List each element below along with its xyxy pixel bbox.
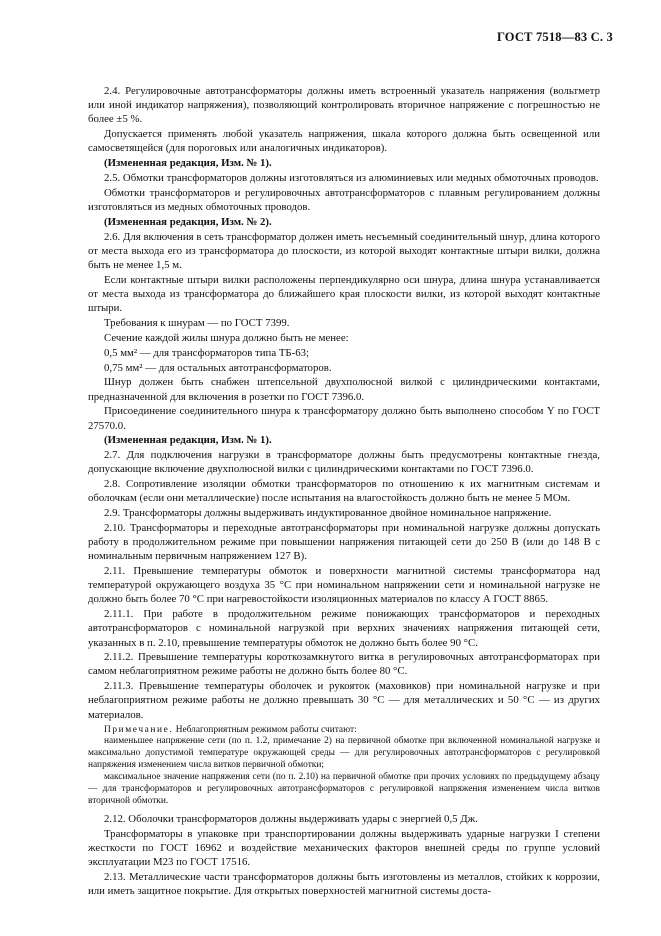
note-heading [88, 724, 600, 736]
note-block [88, 724, 600, 808]
paragraph: Присоединение соединительного шнура к трансформатору должно быть выполнено способом Y по ГОСТ 27570.0. [88, 405, 600, 432]
paragraph: 2.6. Для включения в сеть трансформатор должен иметь несъемный соединительный шнур, длина которого от места выхода его из трансформатора до плоскости, из которой выходят контактные штыри вилки, должна быть не менее 1,5 м. [88, 230, 600, 271]
paragraph: 2.5. Обмотки трансформаторов должны изготовляться из алюминиевых или медных обмоточных проводов. [104, 171, 599, 184]
paragraph: Допускается применять любой указатель напряжения, шкала которого должна быть освещенной или самосветящейся (для пороговых или аналогичных индикаторов). [88, 128, 600, 155]
section-after-note [88, 812, 600, 898]
note-lead: Неблагоприятным режимом работы считают: [175, 724, 357, 735]
paragraph: Требования к шнурам — по ГОСТ 7399. [104, 316, 290, 329]
paragraph: Шнур должен быть снабжен штепсельной двухполюсной вилкой с цилиндрическими контактами, предназначенной для включения в розетки по ГОСТ 7396.0. [88, 376, 600, 403]
paragraph: 2.11.2. Превышение температуры короткозамкнутого витка в регулировочных автотрансформаторах при самом неблагоприятном режиме работы не должно быть более 80 °С. [88, 651, 600, 678]
paragraph: Трансформаторы в упаковке при транспортировании должны выдерживать ударные нагрузки I степени жесткости по ГОСТ 16962 и воздействие механических факторов внешней среды по группе условий эксплуатации М23 по ГОСТ 17516. [88, 827, 600, 868]
section-before-note [88, 84, 600, 722]
paragraph: Обмотки трансформаторов и регулировочных автотрансформаторов с плавным регулированием должны изготовляться из медных обмоточных проводов. [88, 186, 600, 213]
paragraph: 2.8. Сопротивление изоляции обмотки трансформаторов по отношению к их магнитным системам и оболочкам (если они металлические) после испытания на влагостойкость должно быть не менее 5 МОм. [88, 478, 600, 505]
note-item: максимальное значение напряжения сети (по п. 2.10) на первичной обмотке при прочих условиях по предыдущему абзацу — для трансформаторов и регулировочных автотрансформаторов с регулировкой напряжения изменением числа витков вторичной обмотки. [88, 772, 600, 806]
paragraph: 0,75 мм² — для остальных автотрансформаторов. [104, 361, 332, 374]
page-header: ГОСТ 7518—83 С. 3 [496, 30, 613, 44]
paragraph: Если контактные штыри вилки расположены перпендикулярно оси шнура, длина шнура устанавливается от места выхода из трансформатора до ближайшего края плоскости вилки, из которой выходят контактные штыри. [88, 273, 600, 314]
note-label: Примечание. [104, 724, 174, 735]
paragraph: 2.9. Трансформаторы должны выдерживать индуктированное двойное номинальное напряжение. [104, 507, 552, 520]
paragraph: 2.11.1. При работе в продолжительном режиме понижающих трансформаторов и переходных автотрансформаторов с номинальной нагрузкой при верхних значениях напряжения питающей сети, указанных в п. 2.10, превышение температуры обмоток не должно быть более 90 °С. [88, 608, 600, 649]
document-body [88, 84, 600, 899]
paragraph: 2.11.3. Превышение температуры оболочек и рукояток (маховиков) при номинальной нагрузке и при неблагоприятном режиме работы не должно превышать 30 °С — для металлических и 50 °С — из других материалов. [88, 680, 600, 721]
paragraph: 2.12. Оболочки трансформаторов должны выдерживать удары с энергией 0,5 Дж. [104, 812, 478, 825]
note-item: наименьшее напряжение сети (по п. 1.2, примечание 2) на первичной обмотке при включенной номинальной нагрузке и максимально допустимой температуре окружающей среды — для регулировочных автотрансформаторов с регулировкой напряжения изменением числа витков первичной обмотки; [88, 736, 600, 771]
amendment-note: (Измененная редакция, Изм. № 2). [104, 215, 272, 228]
paragraph: Сечение каждой жилы шнура должно быть не менее: [104, 331, 349, 344]
amendment-note: (Измененная редакция, Изм. № 1). [104, 434, 272, 447]
paragraph: 2.7. Для подключения нагрузки в трансформаторе должны быть предусмотрены контактные гнезда, допускающие включение двухполюсной вилки с цилиндрическими контактами по ГОСТ 7396.0. [88, 449, 600, 476]
paragraph: 0,5 мм² — для трансформаторов типа ТБ-63; [104, 346, 310, 359]
amendment-note: (Измененная редакция, Изм. № 1). [104, 157, 272, 170]
paragraph: 2.11. Превышение температуры обмоток и поверхности магнитной системы трансформатора над температурой окружающего воздуха 35 °С при номинальном напряжении сети и номинальной нагрузке не должно быть более 70 °С при нагревостойкости изоляционных материалов по классу А ГОСТ 8865. [88, 565, 600, 606]
paragraph: 2.4. Регулировочные автотрансформаторы должны иметь встроенный указатель напряжения (вольтметр или иной индикатор напряжения), позволяющий контролировать вторичное напряжение с погрешностью не более ±5 %. [88, 85, 600, 126]
paragraph: 2.13. Металлические части трансформаторов должны быть изготовлены из металлов, стойких к коррозии, или иметь защитное покрытие. Для открытых поверхностей магнитной системы доста- [88, 870, 600, 897]
paragraph: 2.10. Трансформаторы и переходные автотрансформаторы при номинальной нагрузке должны допускать работу в продолжительном режиме при повышении напряжения питающей сети до 250 В (или до 148 В с номинальным первичным напряжением 127 В). [88, 522, 600, 563]
